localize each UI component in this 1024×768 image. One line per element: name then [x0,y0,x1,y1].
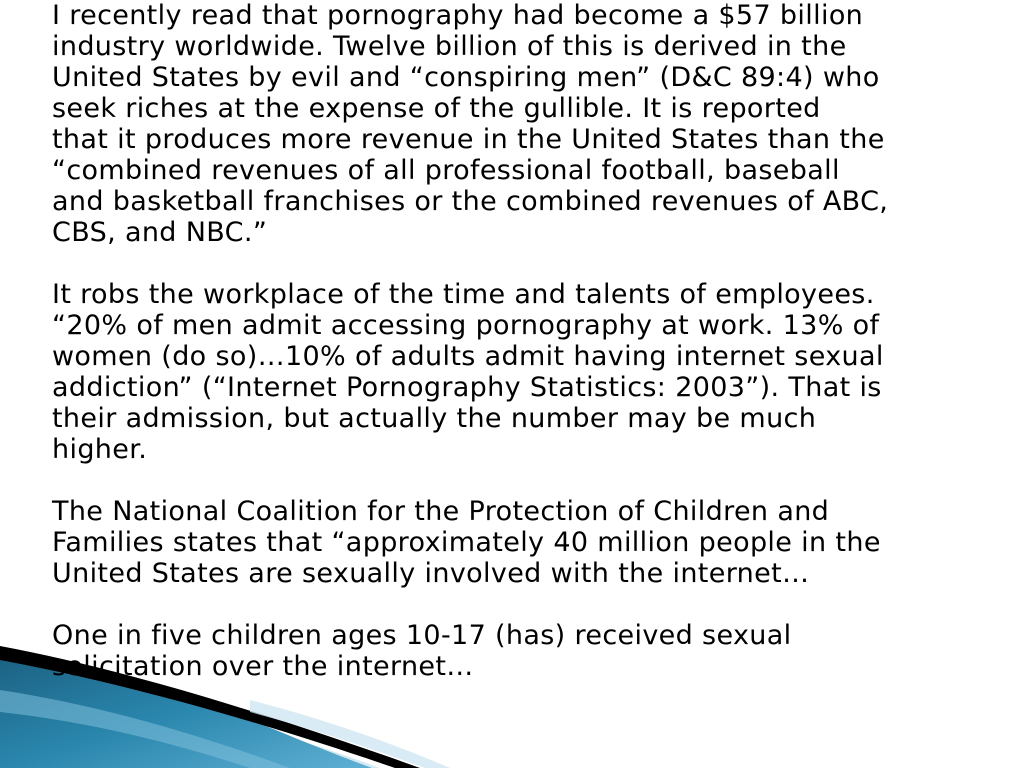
paragraph-national-coalition: The National Coalition for the Protection of Children and Families states that “approximately 40 million people in the United States are sexually involved with the internet… [52,496,881,589]
paragraph-workplace: It robs the workplace of the time and talents of employees. “20% of men admit accessing pornography at work. 13% of women (do so)…10% of adults admit having internet sexual addiction” (“Internet Pornography Statistics: 2003”). That is their admission, but actually the number may be much higher. [52,279,884,465]
slide-body [52,0,1014,713]
paragraph-revenue: I recently read that pornography had become a $57 billion industry worldwide. Twelve billion of this is derived in the United States by evil and “conspiring men” (D&C 89:4) who seek riches at the expense of the gullible. It is reported that it produces more revenue in the United States than the “combined revenues of all professional football, baseball and basketball franchises or the combined revenues of ABC, CBS, and NBC.” [52,0,889,248]
paragraph-children-solicitation: One in five children ages 10-17 (has) received sexual solicitation over the internet… [52,620,792,682]
